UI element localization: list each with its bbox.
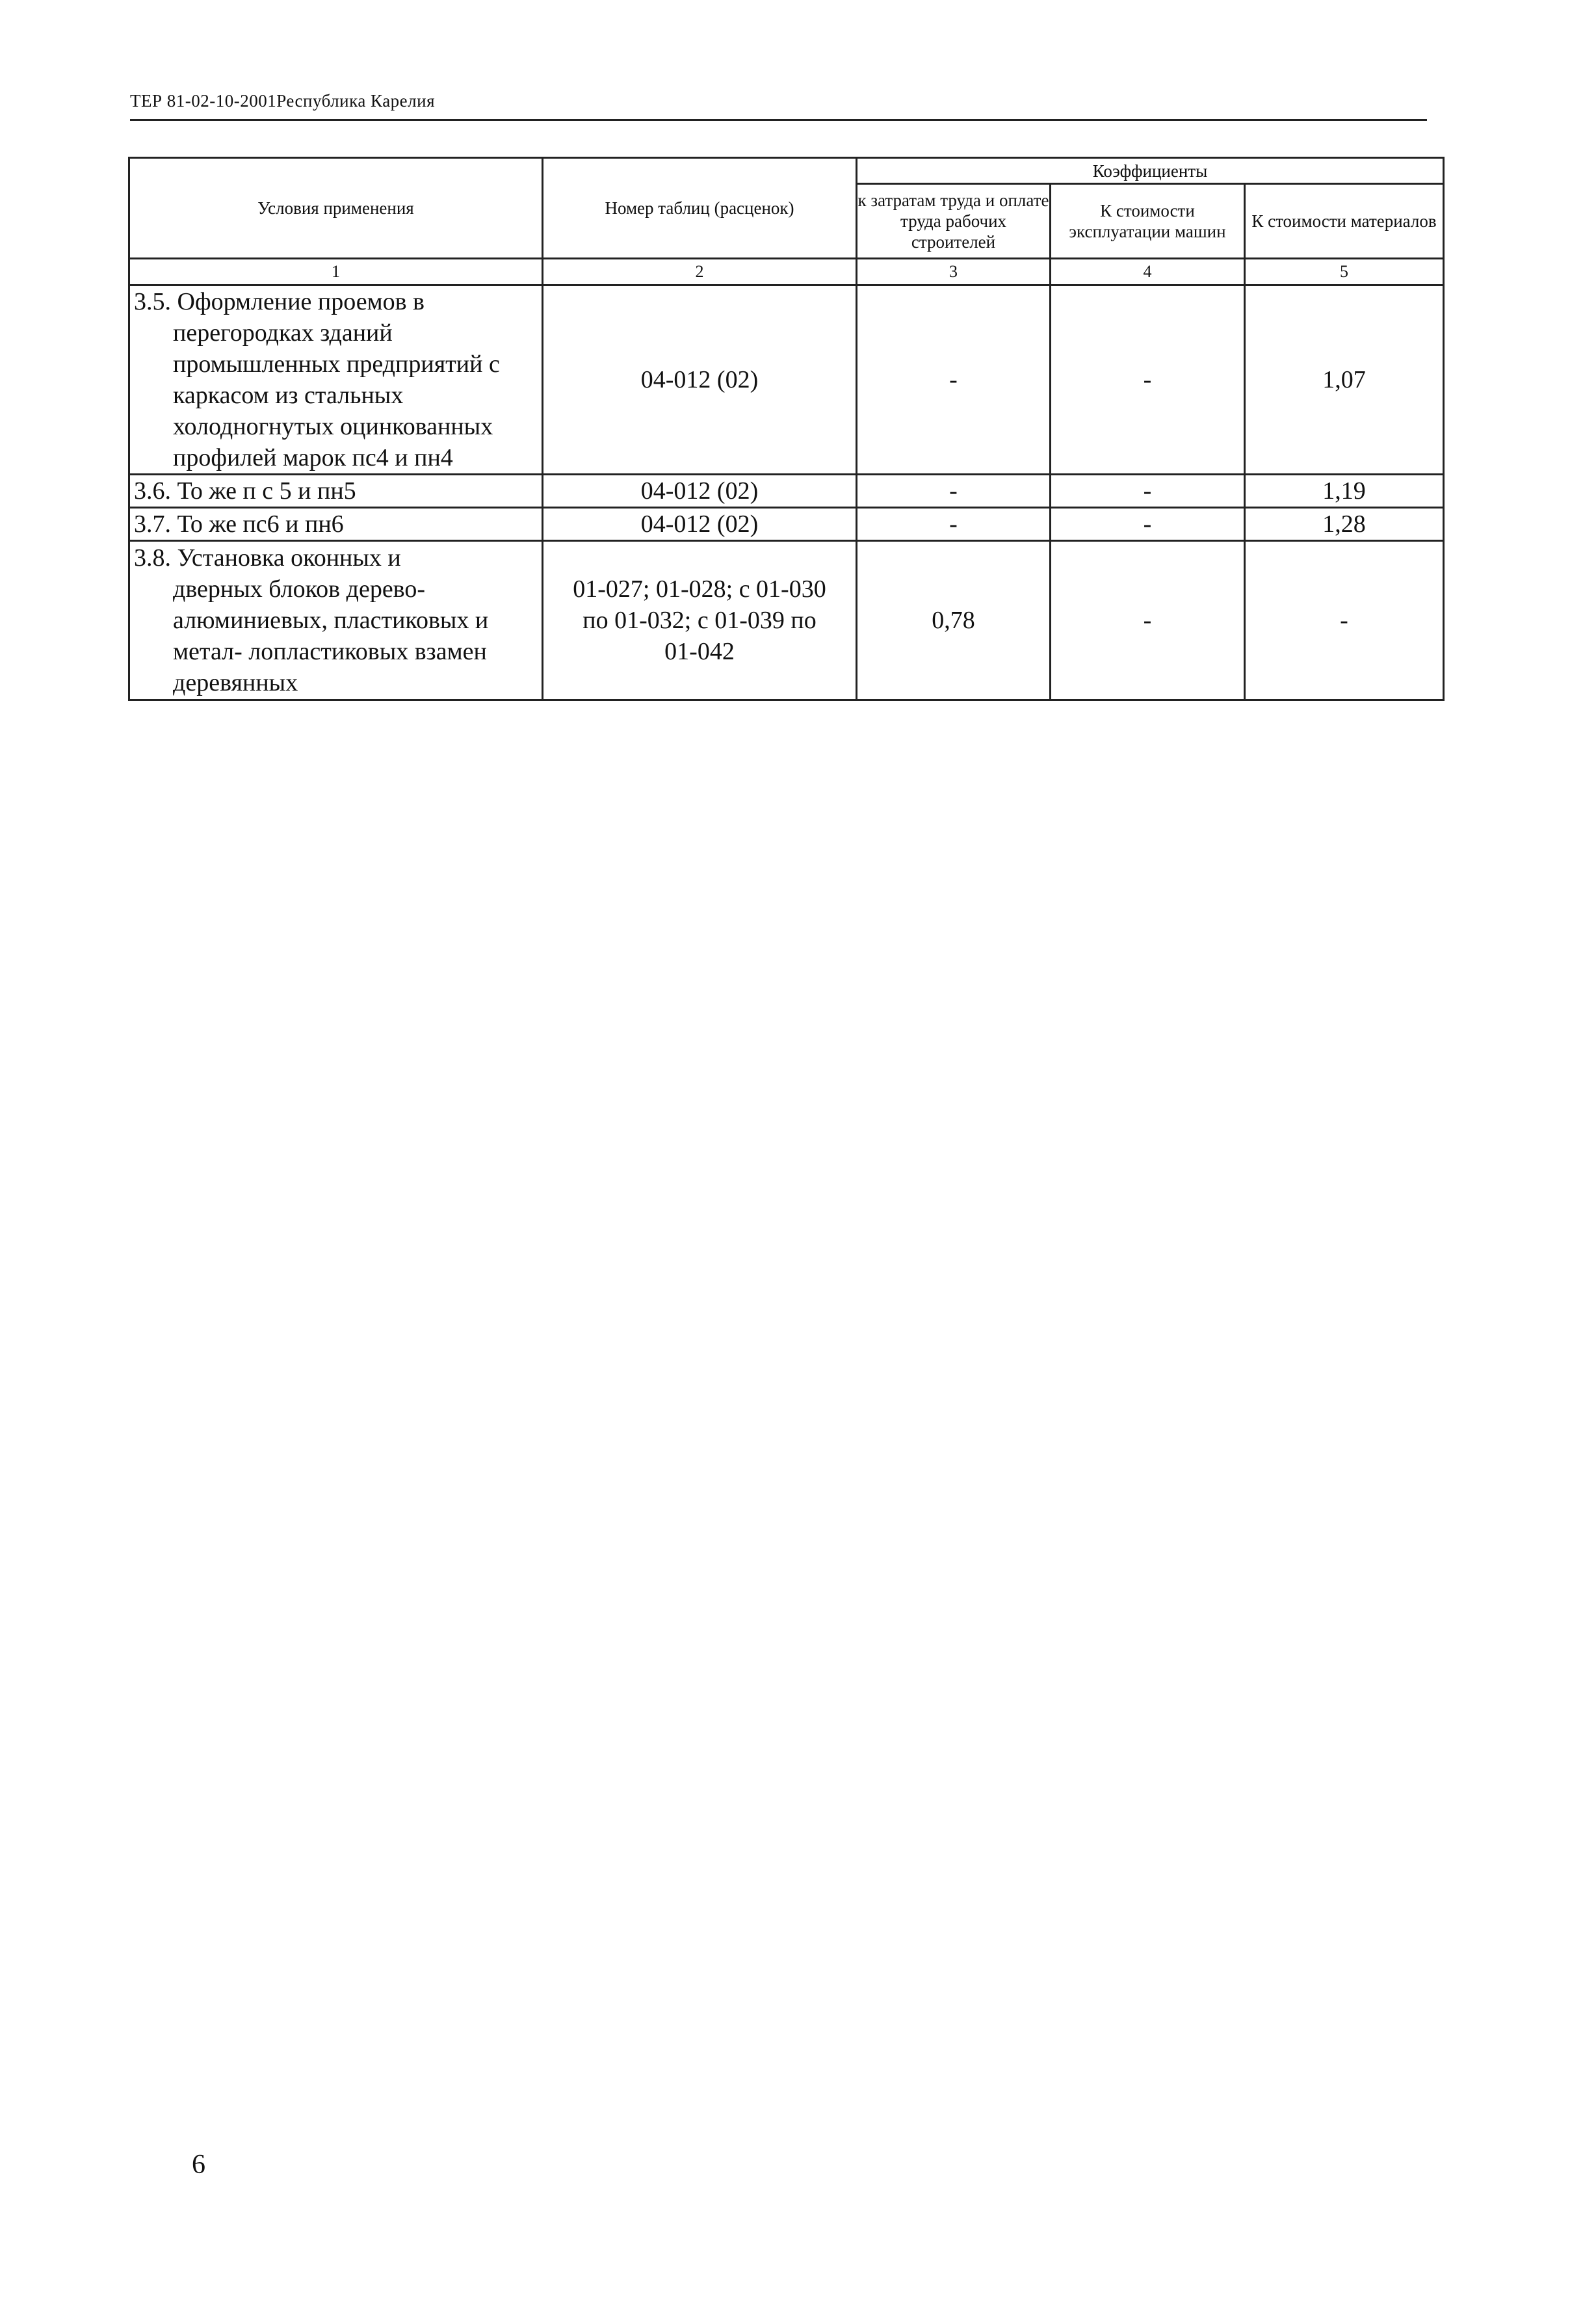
condition-line: 3.8. Установка оконных и [134,544,401,572]
header-materials: К стоимости материалов [1245,184,1444,259]
column-number: 4 [1051,259,1245,285]
row-condition [129,508,543,541]
row-machines: - [1051,475,1245,508]
condition-continuation: дверных блоков дерево-алюминиевых, пластиковых и метал- лопластиковых взамен деревянных [173,575,489,696]
column-number: 2 [543,259,857,285]
column-number: 1 [129,259,543,285]
document-header [130,91,1427,121]
row-condition [129,541,543,700]
row-table-number: 04-012 (02) [543,508,857,541]
row-condition [129,475,543,508]
row-materials: - [1245,541,1444,700]
header-table-number: Номер таблиц (расценок) [543,158,857,259]
header-title: ТЕР 81-02-10-2001Республика Карелия [130,91,436,111]
column-number: 5 [1245,259,1444,285]
row-labor: - [857,285,1051,475]
header-machines: К стоимости эксплуатации машин [1051,184,1245,259]
row-condition [129,285,543,475]
header-conditions: Условия применения [129,158,543,259]
condition-line: 3.7. То же пс6 и пн6 [134,510,344,538]
column-numbers-row [129,259,1444,285]
row-materials: 1,19 [1245,475,1444,508]
row-materials: 1,28 [1245,508,1444,541]
header-coefficients-group: Коэффициенты [857,158,1444,184]
row-labor: 0,78 [857,541,1051,700]
condition-line: 3.6. То же п с 5 и пн5 [134,477,356,505]
page-number: 6 [192,2150,205,2180]
coefficients-table [128,157,1445,701]
row-labor: - [857,508,1051,541]
row-table-number: 01-027; 01-028; с 01-030 по 01-032; с 01-039 по 01-042 [543,541,857,700]
row-materials: 1,07 [1245,285,1444,475]
column-number: 3 [857,259,1051,285]
table-row [129,285,1444,475]
table-row [129,508,1444,541]
row-table-number: 04-012 (02) [543,285,857,475]
condition-line: 3.5. Оформление проемов в [134,288,425,315]
row-machines: - [1051,508,1245,541]
table-row [129,475,1444,508]
table-row [129,541,1444,700]
header-labor: к затратам труда и оплате труда рабочих строителей [857,184,1051,259]
row-labor: - [857,475,1051,508]
row-table-number: 04-012 (02) [543,475,857,508]
condition-continuation: перегородках зданий промышленных предприятий с каркасом из стальных холодногнутых оцинкованных профилей марок пс4 и пн4 [173,319,500,471]
row-machines: - [1051,541,1245,700]
row-machines: - [1051,285,1245,475]
